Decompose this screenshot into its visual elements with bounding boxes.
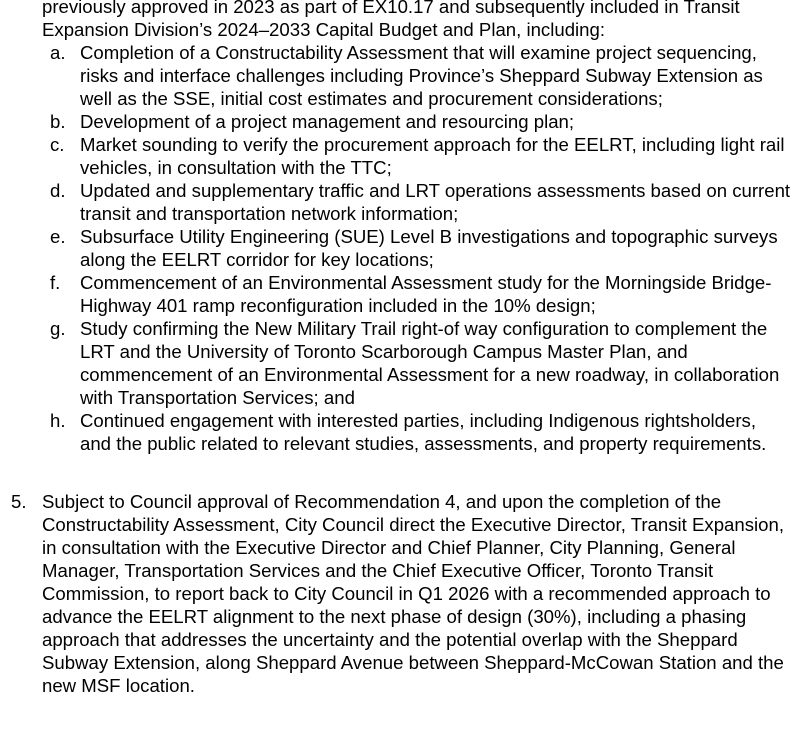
list-item-f — [0, 271, 792, 317]
list-letter: d. — [50, 180, 66, 201]
list-letter: h. — [50, 410, 66, 431]
list-item-text: Subsurface Utility Engineering (SUE) Level B investigations and topographic surveys along the EELRT corridor for key locations; — [80, 226, 778, 270]
paragraph-spacer — [0, 455, 797, 490]
list-item-g — [0, 317, 792, 409]
list-item-text: Market sounding to verify the procurement approach for the EELRT, including light rail vehicles, in consultation with the TTC; — [80, 134, 785, 178]
list-item-text: Continued engagement with interested parties, including Indigenous rightsholders, and the public related to relevant studies, assessments, and property requirements. — [80, 410, 767, 454]
list-item-e — [0, 225, 792, 271]
list-letter: f. — [50, 272, 61, 293]
recommendation-number: 5. — [11, 491, 27, 512]
list-item-a — [0, 41, 792, 110]
list-item-text: Study confirming the New Military Trail right-of way configuration to complement the LRT and the University of Toronto Scarborough Campus Master Plan, and commencement of an Environmental Assessment for a new roadway, in collaboration with Transportation Services; and — [80, 318, 780, 408]
list-item-text: Completion of a Constructability Assessment that will examine project sequencing, risks and interface challenges including Province’s Sheppard Subway Extension as well as the SSE, initial cost estimates and procurement considerations; — [80, 42, 763, 109]
recommendation-text: Subject to Council approval of Recommendation 4, and upon the completion of the Constructability Assessment, City Council direct the Executive Director, Transit Expansion, in consultation with the Executive Director and Chief Planner, City Planning, General Manager, Transportation Services and the Chief Executive Officer, Toronto Transit Commission, to report back to City Council in Q1 2026 with a recommended approach to advance the EELRT alignment to the next phase of design (30%), including a phasing approach that addresses the uncertainty and the potential overlap with the Sheppard Subway Extension, along Sheppard Avenue between Sheppard-McCowan Station and the new MSF location. — [42, 491, 784, 696]
list-item-h — [0, 409, 792, 455]
recommendation-item-5 — [0, 490, 792, 697]
list-item-text: Development of a project management and resourcing plan; — [80, 111, 575, 132]
list-item-text: Commencement of an Environmental Assessment study for the Morningside Bridge-Highway 401 ramp reconfiguration included in the 10% design; — [80, 272, 772, 316]
list-letter: b. — [50, 111, 66, 132]
list-letter: g. — [50, 318, 66, 339]
list-letter: a. — [50, 42, 66, 63]
list-item-text: Updated and supplementary traffic and LRT operations assessments based on current transit and transportation network information; — [80, 180, 791, 224]
list-item-d — [0, 179, 792, 225]
intro-paragraph: previously approved in 2023 as part of EX10.17 and subsequently included in Transit Expansion Division’s 2024–2033 Capital Budget and Plan, including: — [42, 0, 740, 40]
list-item-b — [0, 110, 792, 133]
list-item-c — [0, 133, 792, 179]
list-letter: e. — [50, 226, 66, 247]
list-letter: c. — [50, 134, 65, 155]
recommendation-sub-list — [0, 41, 797, 455]
